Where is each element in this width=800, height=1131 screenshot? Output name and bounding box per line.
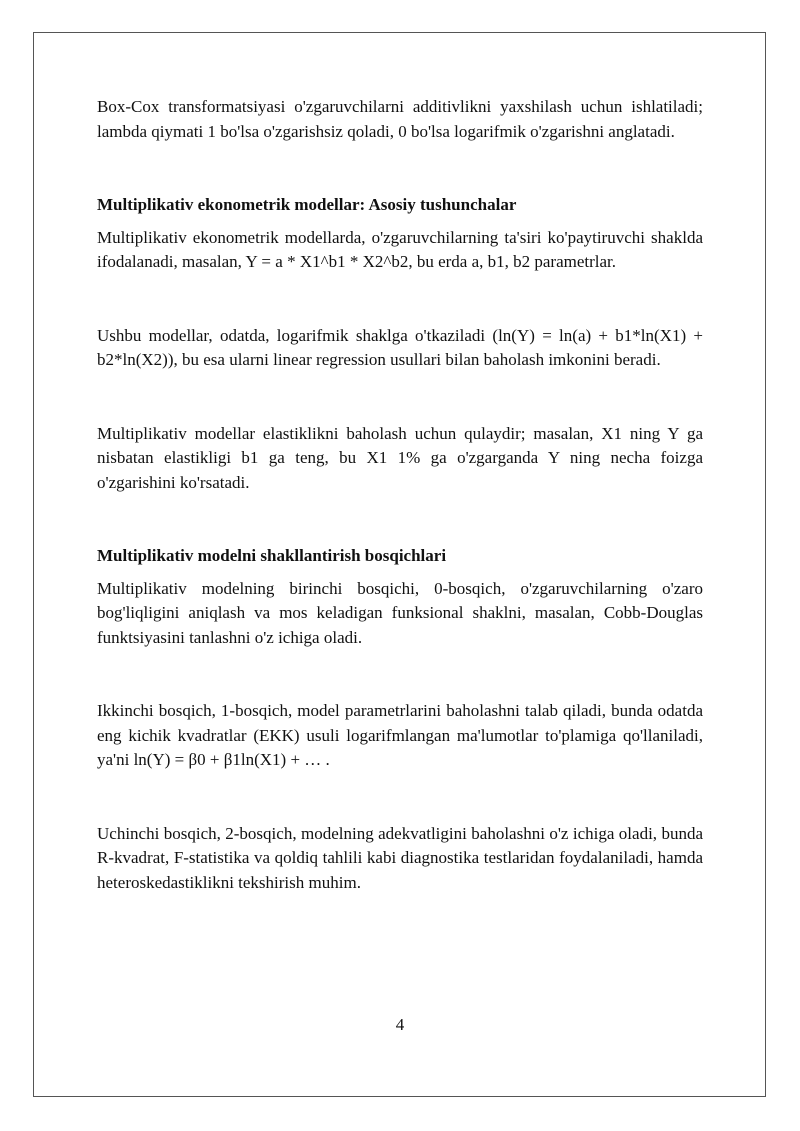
section-heading-stages: Multiplikativ modelni shakllantirish bosqichlari	[97, 546, 447, 565]
paragraph-box-cox: Box-Cox transformatsiyasi o'zgaruvchilarni additivlikni yaxshilash uchun ishlatiladi; lambda qiymati 1 bo'lsa o'zgarishsiz qoladi, 0 bo'lsa logarifmik o'zgarishni anglatadi.	[97, 97, 703, 141]
paragraph-stage-0: Multiplikativ modelning birinchi bosqichi, 0-bosqich, o'zgaruvchilarning o'zaro bog'liqligini aniqlash va mos keladigan funksional shaklni, masalan, Cobb-Douglas funktsiyasini tanlashni o'z ichiga oladi.	[97, 578, 703, 647]
page-number: 4	[395, 1015, 405, 1034]
paragraph-multiplicative-definition: Multiplikativ ekonometrik modellarda, o'zgaruvchilarning ta'siri ko'paytiruvchi shaklda ifodalanadi, masalan, Y = a * X1^b1 * X2^b2, bu erda a, b1, b2 parametrlar.	[97, 227, 703, 271]
page-content	[97, 95, 703, 895]
section-heading-basics: Multiplikativ ekonometrik modellar: Asosiy tushunchalar	[97, 195, 517, 214]
paragraph-stage-1: Ikkinchi bosqich, 1-bosqich, model parametrlarini baholashni talab qiladi, bunda odatda eng kichik kvadratlar (EKK) usuli logarifmlangan ma'lumotlar to'plamiga qo'llaniladi, ya'ni ln(Y) = β0 + β1ln(X1) + … .	[97, 701, 703, 769]
paragraph-stage-2: Uchinchi bosqich, 2-bosqich, modelning adekvatligini baholashni o'z ichiga oladi, bunda R-kvadrat, F-statistika va qoldiq tahlili kabi diagnostika testlaridan foydalaniladi, hamda heteroskedastiklikni tekshirish muhim.	[97, 823, 703, 892]
paragraph-elasticity: Multiplikativ modellar elastiklikni baholash uchun qulaydir; masalan, X1 ning Y ga nisbatan elastikligi b1 ga teng, bu X1 1% ga o'zgarganda Y ning necha foizga o'zgarishini ko'rsatadi.	[97, 423, 703, 492]
paragraph-log-transform: Ushbu modellar, odatda, logarifmik shaklga o'tkaziladi (ln(Y) = ln(a) + b1*ln(X1) + b2*ln(X2)), bu esa ularni linear regression usullari bilan baholash imkonini beradi.	[97, 325, 703, 369]
